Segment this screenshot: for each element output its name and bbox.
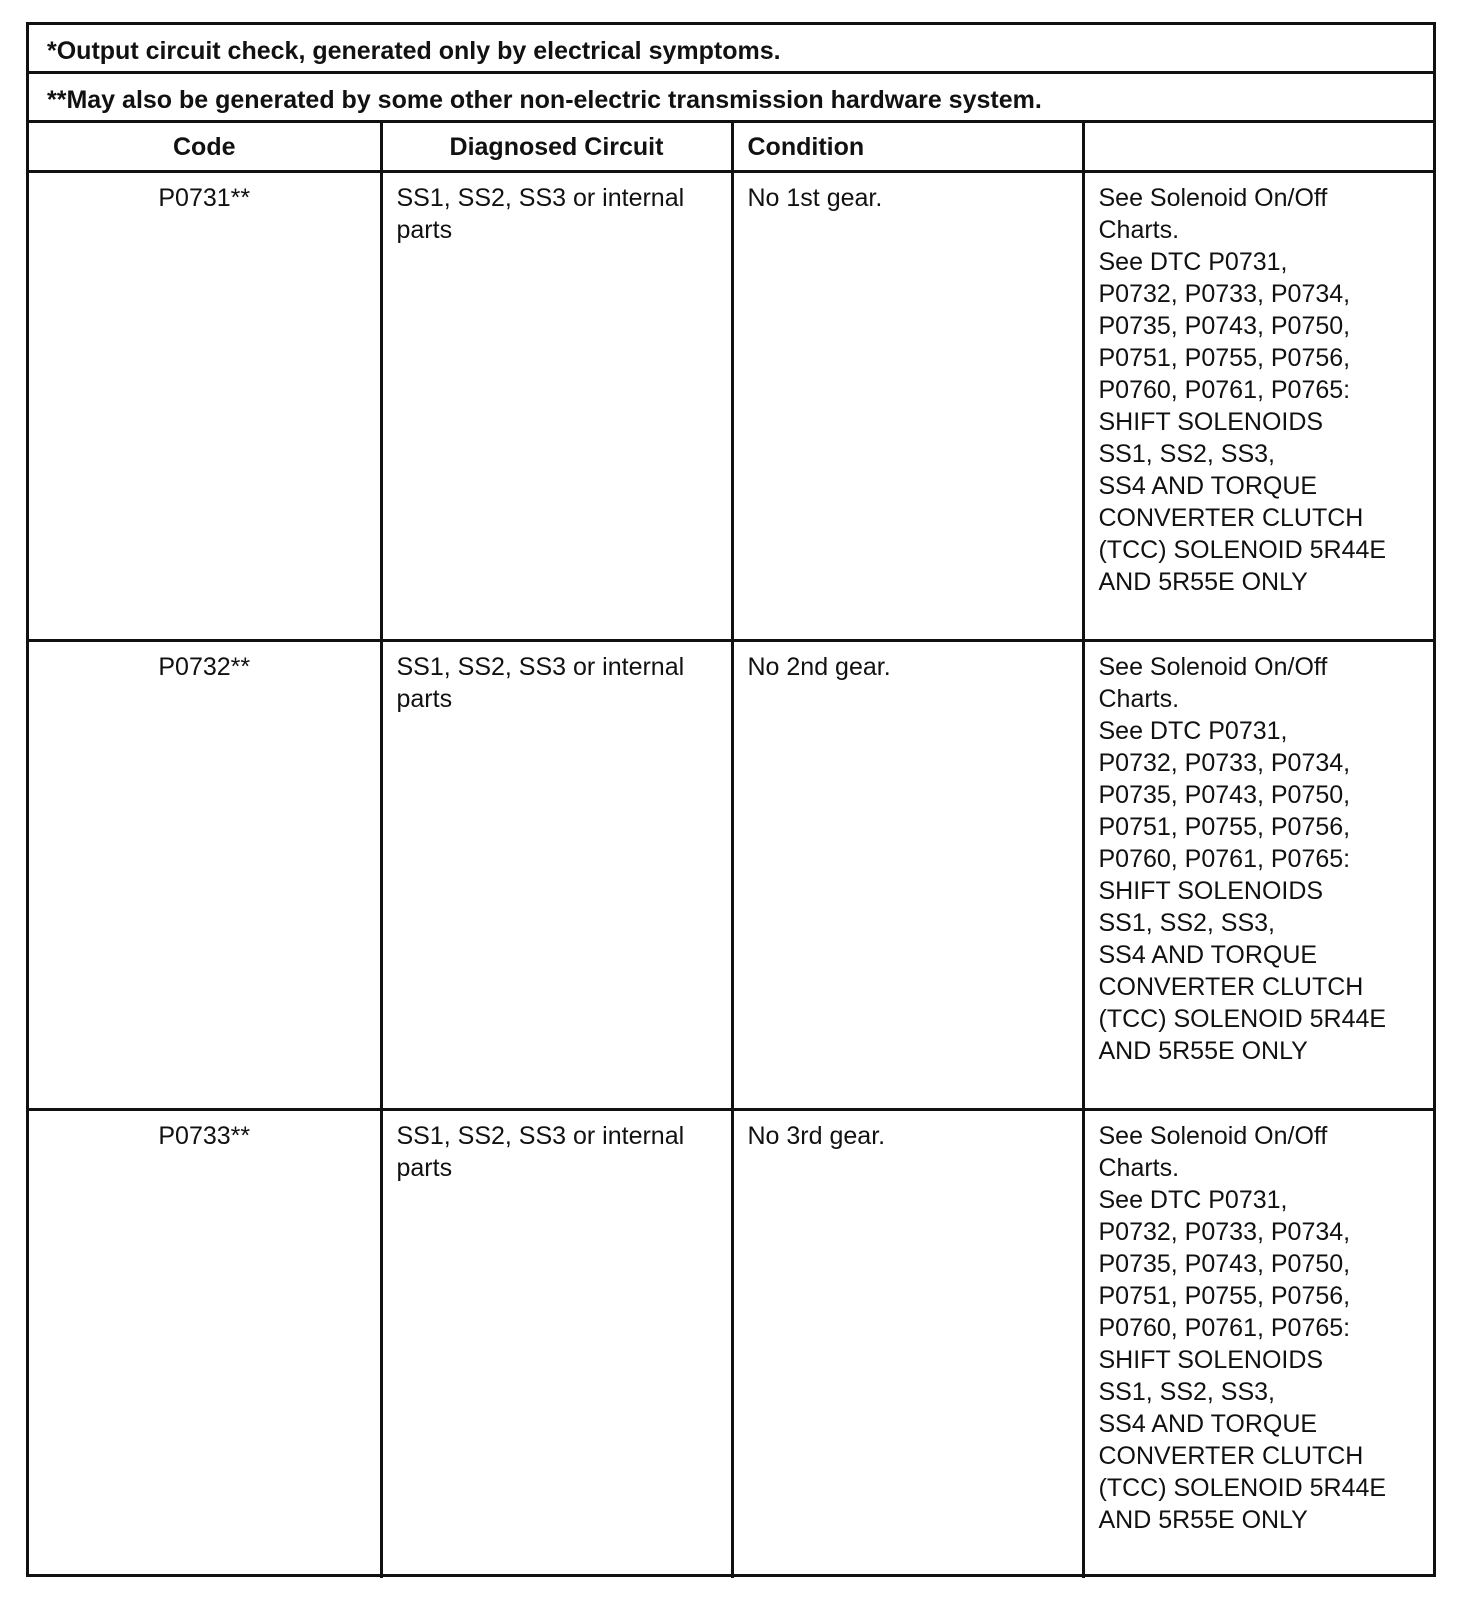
remedy-line: P0760, P0761, P0765: [1098, 375, 1351, 404]
remedy-line: P0732, P0733, P0734, [1098, 1217, 1351, 1246]
remedy-line: SHIFT SOLENOIDS [1098, 407, 1324, 436]
remedy-line: P0735, P0743, P0750, [1098, 1249, 1351, 1278]
remedy-line: (TCC) SOLENOID 5R44E [1098, 1473, 1387, 1502]
remedy-line: P0735, P0743, P0750, [1098, 311, 1351, 340]
remedy-line: AND 5R55E ONLY [1098, 567, 1308, 596]
remedy-line: AND 5R55E ONLY [1098, 1505, 1308, 1534]
condition-cell: No 3rd gear. [732, 1109, 1083, 1578]
header-code: Code [29, 123, 381, 171]
remedy-line: Charts. [1098, 1153, 1180, 1182]
remedy-line: See DTC P0731, [1098, 1185, 1288, 1214]
remedy-line: Charts. [1098, 215, 1180, 244]
remedy-line: SS1, SS2, SS3, [1098, 439, 1275, 468]
remedy-line: Charts. [1098, 684, 1180, 713]
diagnosed-circuit-cell: SS1, SS2, SS3 or internal parts [381, 1109, 732, 1578]
remedy-line: See Solenoid On/Off [1098, 652, 1328, 681]
remedy-line: See DTC P0731, [1098, 716, 1288, 745]
remedy-line: SS4 AND TORQUE [1098, 471, 1318, 500]
remedy-cell [1083, 1109, 1433, 1578]
remedy-line: P0732, P0733, P0734, [1098, 748, 1351, 777]
remedy-cell [1083, 640, 1433, 1109]
header-condition: Condition [732, 123, 1083, 171]
remedy-line: SHIFT SOLENOIDS [1098, 876, 1324, 905]
table-header-row [29, 123, 1433, 171]
remedy-line: P0735, P0743, P0750, [1098, 780, 1351, 809]
footnote-single-star: *Output circuit check, generated only by electrical symptoms. [29, 25, 1433, 74]
remedy-line: P0751, P0755, P0756, [1098, 1281, 1351, 1310]
remedy-line: SS1, SS2, SS3, [1098, 908, 1275, 937]
header-remedy [1083, 123, 1433, 171]
remedy-line: See Solenoid On/Off [1098, 1121, 1328, 1150]
remedy-line: CONVERTER CLUTCH [1098, 1441, 1364, 1470]
dtc-table-sheet [26, 22, 1436, 1577]
remedy-line: CONVERTER CLUTCH [1098, 503, 1364, 532]
remedy-line: SHIFT SOLENOIDS [1098, 1345, 1324, 1374]
table-row [29, 171, 1433, 640]
condition-cell: No 2nd gear. [732, 640, 1083, 1109]
footnote-double-star: **May also be generated by some other non-electric transmission hardware system. [29, 74, 1433, 123]
remedy-cell [1083, 171, 1433, 640]
condition-cell: No 1st gear. [732, 171, 1083, 640]
remedy-line: (TCC) SOLENOID 5R44E [1098, 1004, 1387, 1033]
code-cell: P0733** [29, 1109, 381, 1578]
table-row [29, 640, 1433, 1109]
remedy-line: P0751, P0755, P0756, [1098, 343, 1351, 372]
diagnosed-circuit-cell: SS1, SS2, SS3 or internal parts [381, 640, 732, 1109]
remedy-line: See Solenoid On/Off [1098, 183, 1328, 212]
remedy-line: SS4 AND TORQUE [1098, 1409, 1318, 1438]
remedy-line: AND 5R55E ONLY [1098, 1036, 1308, 1065]
header-diagnosed-circuit: Diagnosed Circuit [381, 123, 732, 171]
dtc-table [29, 123, 1433, 1578]
remedy-line: P0760, P0761, P0765: [1098, 844, 1351, 873]
remedy-line: P0732, P0733, P0734, [1098, 279, 1351, 308]
remedy-line: See DTC P0731, [1098, 247, 1288, 276]
remedy-line: CONVERTER CLUTCH [1098, 972, 1364, 1001]
remedy-line: P0751, P0755, P0756, [1098, 812, 1351, 841]
remedy-line: (TCC) SOLENOID 5R44E [1098, 535, 1387, 564]
code-cell: P0731** [29, 171, 381, 640]
table-row [29, 1109, 1433, 1578]
diagnosed-circuit-cell: SS1, SS2, SS3 or internal parts [381, 171, 732, 640]
code-cell: P0732** [29, 640, 381, 1109]
remedy-line: P0760, P0761, P0765: [1098, 1313, 1351, 1342]
remedy-line: SS4 AND TORQUE [1098, 940, 1318, 969]
remedy-line: SS1, SS2, SS3, [1098, 1377, 1275, 1406]
